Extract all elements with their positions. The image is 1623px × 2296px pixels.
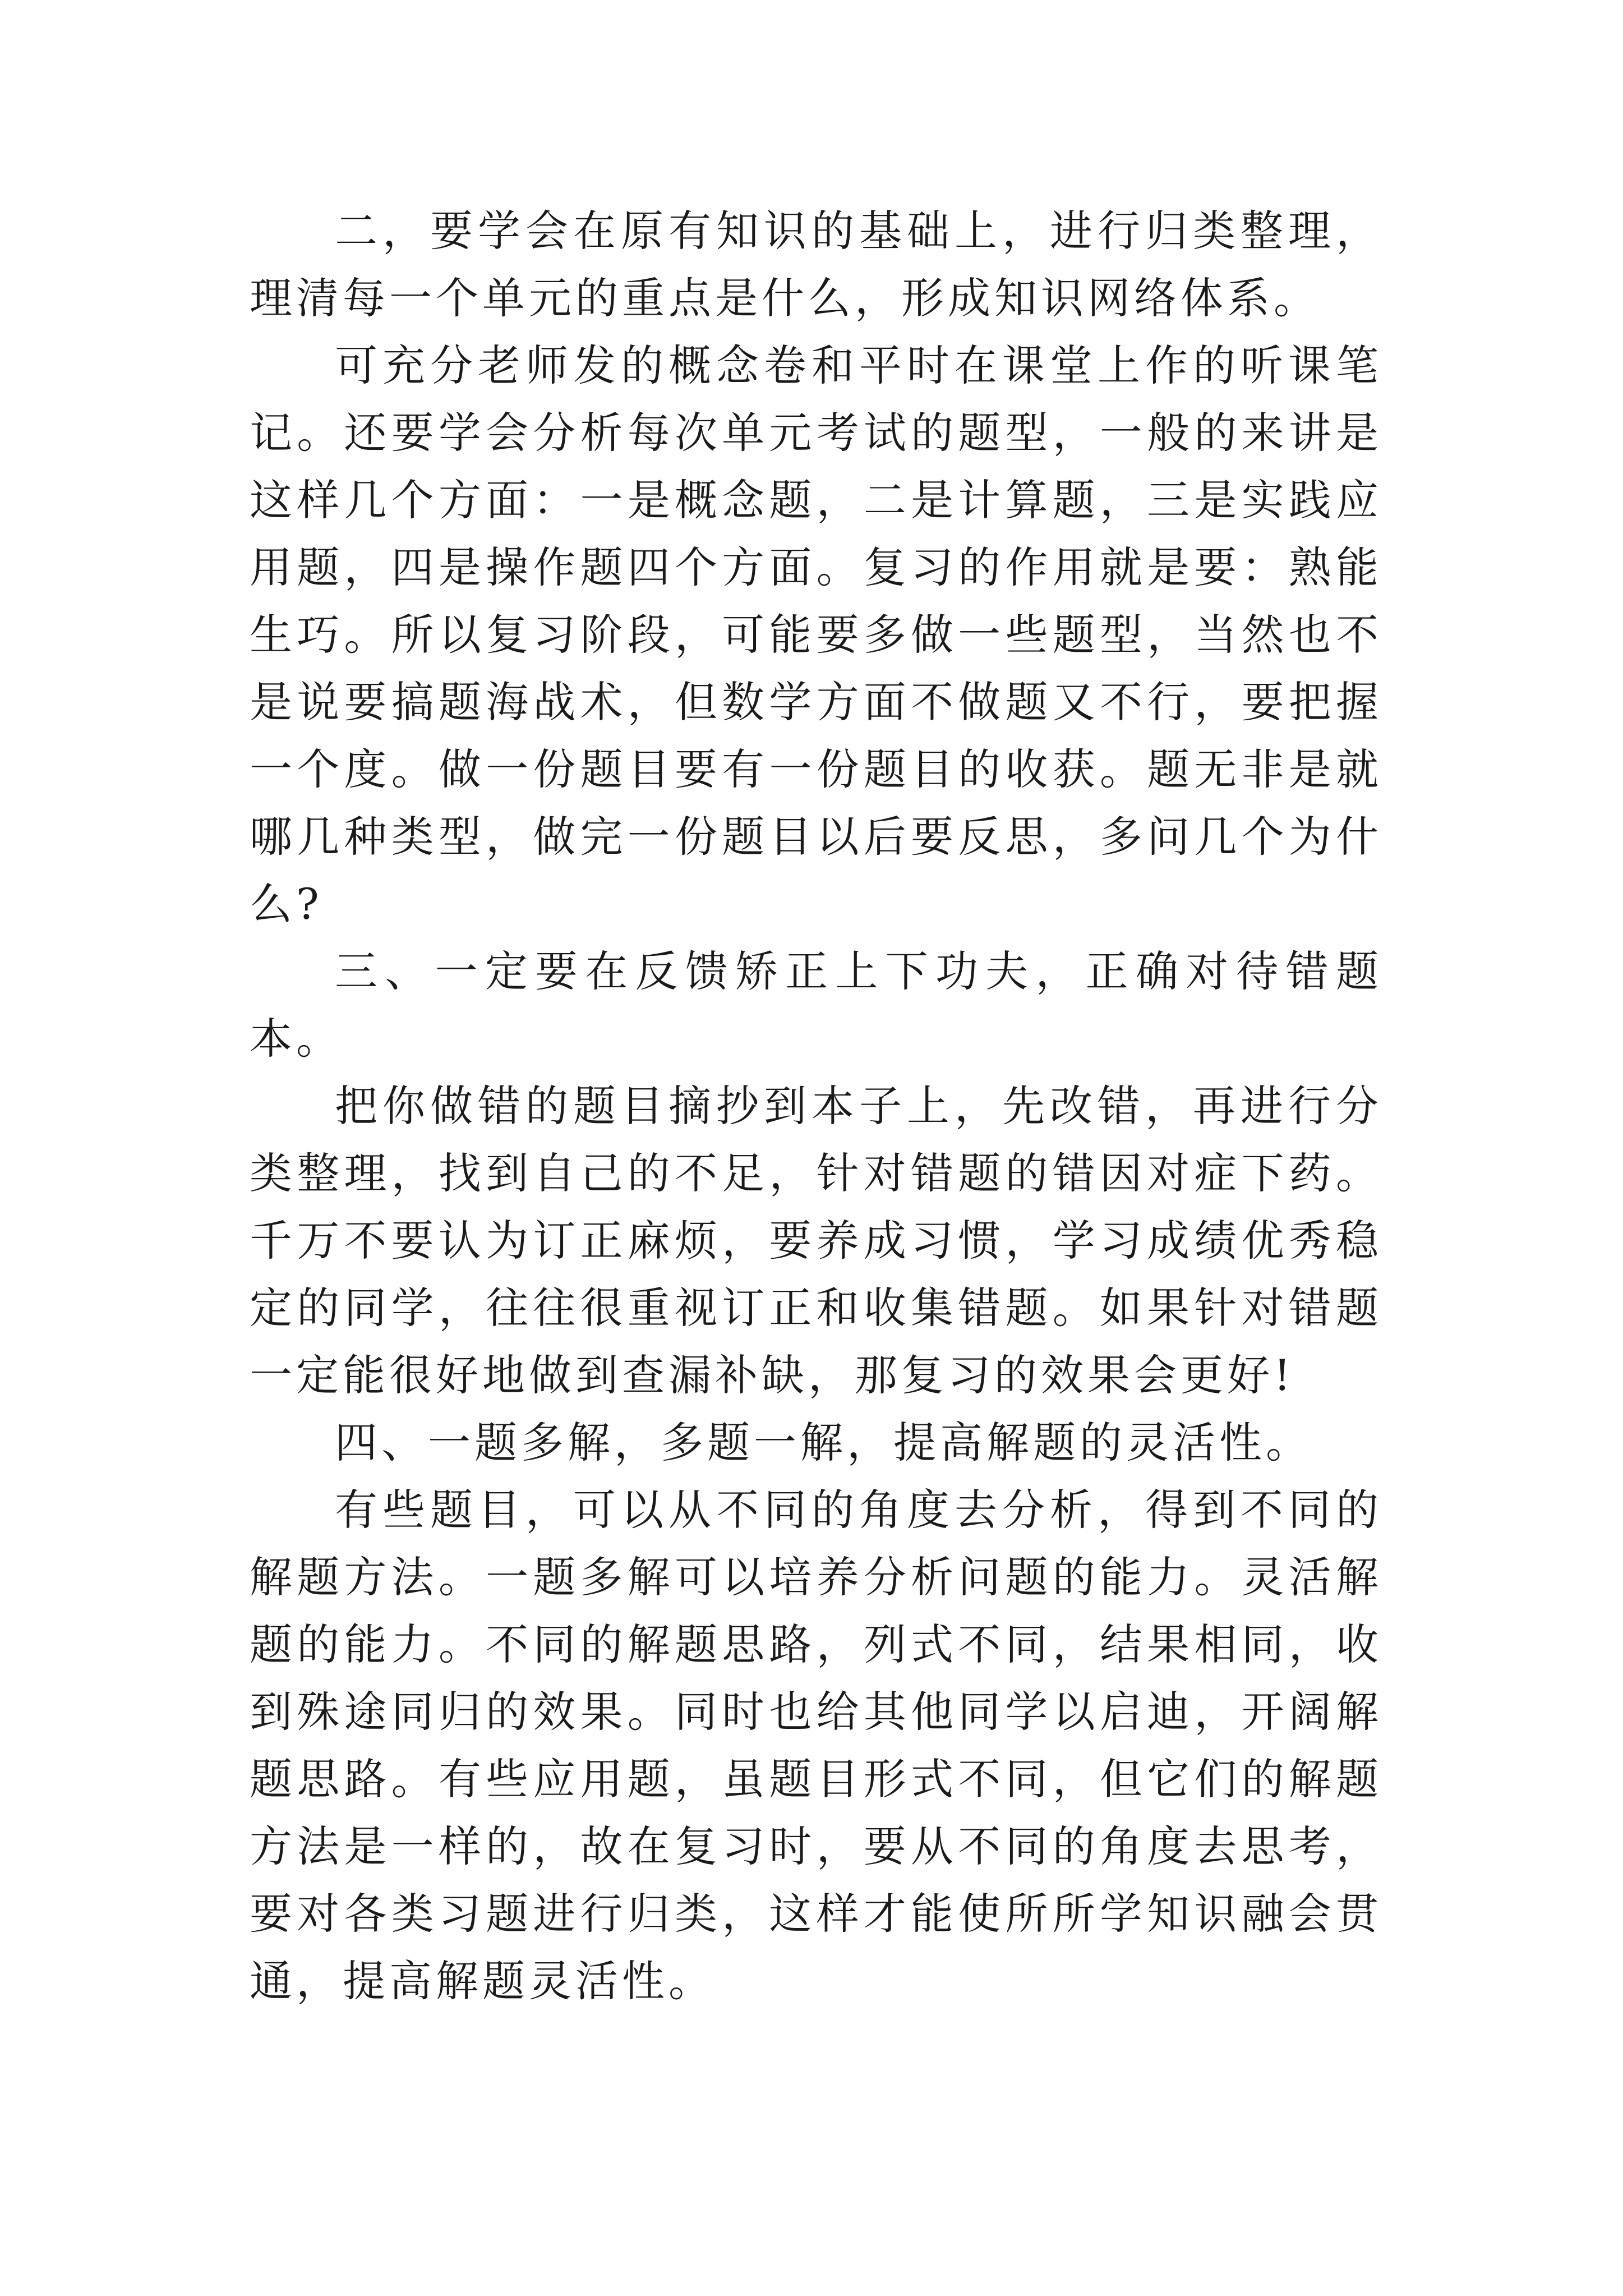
paragraph-point-two: 二，要学会在原有知识的基础上，进行归类整理，理清每一个单元的重点是什么，形成知识网络体系。: [250, 206, 1382, 323]
paragraph-point-four: 四、一题多解，多题一解，提高解题的灵活性。: [335, 1418, 1312, 1467]
paragraph-review-methods: 可充分老师发的概念卷和平时在课堂上作的听课笔记。还要学会分析每次单元考试的题型，一般的来讲是这样几个方面：一是概念题，二是计算题，三是实践应用题，四是操作题四个方面。复习的作用就是要：熟能生巧。所以复习阶段，可能要多做一些题型，当然也不是说要搞题海战术，但数学方面不做题又不行，要把握一个度。做一份题目要有一份题目的收获。题无非是就哪几种类型，做完一份题目以后要反思，多问几个为什么?: [250, 341, 1382, 929]
paragraph-multiple-solutions: 有些题目，可以从不同的角度去分析，得到不同的解题方法。一题多解可以培养分析问题的能力。灵活解题的能力。不同的解题思路，列式不同，结果相同，收到殊途同归的效果。同时也给其他同学以启迪，开阔解题思路。有些应用题，虽题目形式不同，但它们的解题方法是一样的，故在复习时，要从不同的角度去思考，要对各类习题进行归类，这样才能使所所学知识融会贯通，提高解题灵活性。: [250, 1485, 1382, 2006]
paragraph-error-notebook: 把你做错的题目摘抄到本子上，先改错，再进行分类整理，找到自己的不足，针对错题的错因对症下药。千万不要认为订正麻烦，要养成习惯，学习成绩优秀稳定的同学，往往很重视订正和收集错题。如果针对错题一定能很好地做到查漏补缺，那复习的效果会更好!: [250, 1081, 1382, 1400]
paragraph-point-three: 三、一定要在反馈矫正上下功夫，正确对待错题本。: [250, 946, 1382, 1064]
document-body: [250, 197, 1382, 2015]
